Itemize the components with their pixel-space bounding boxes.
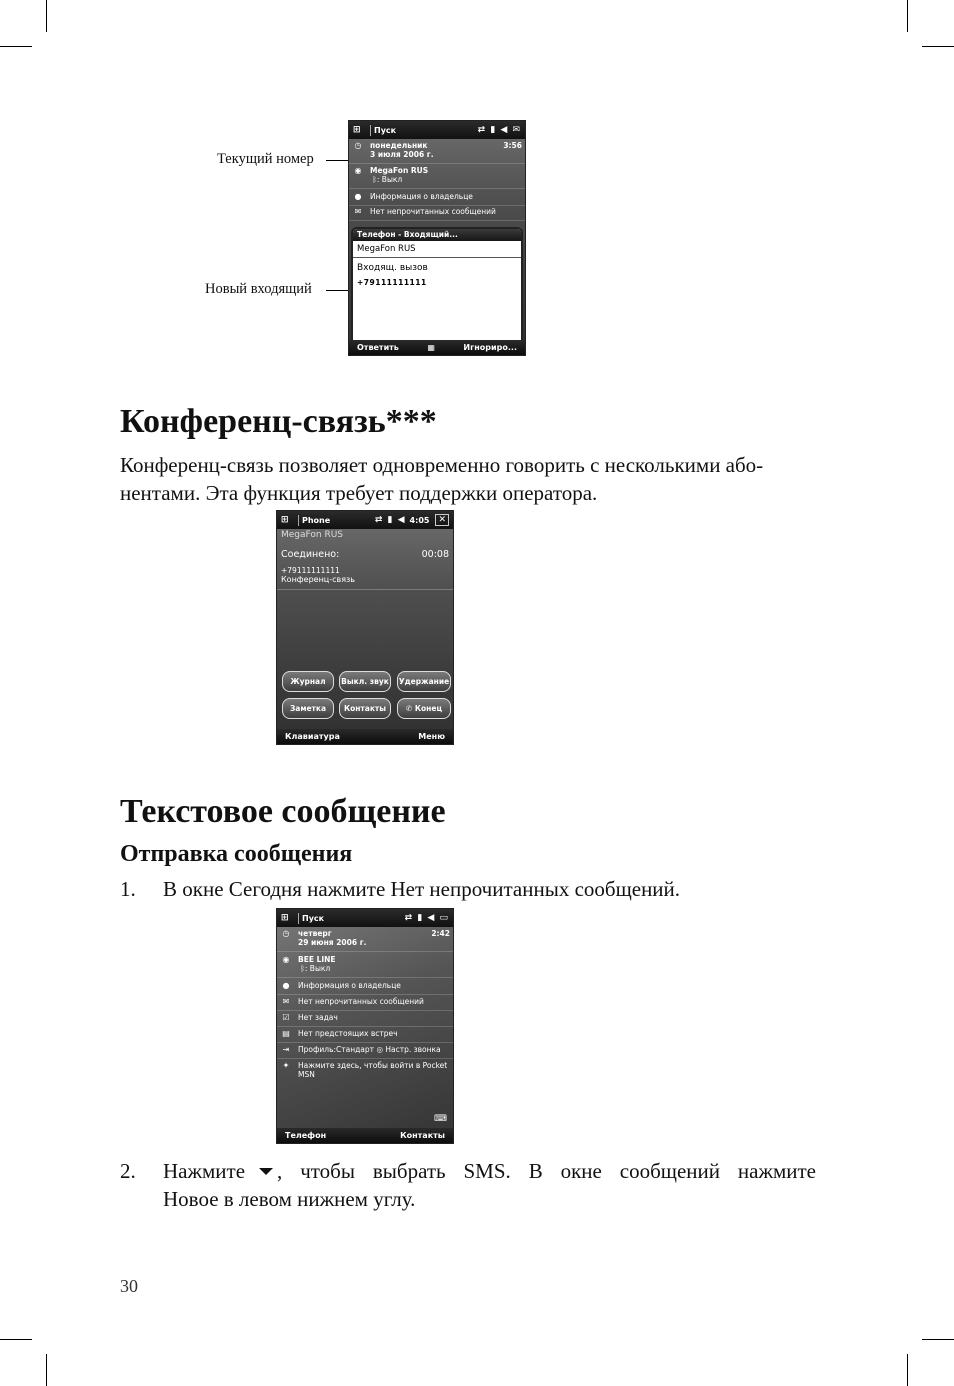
operator-label: BEE LINE (298, 955, 336, 964)
phone-topbar (277, 511, 453, 529)
owner-icon: ● (282, 981, 290, 990)
caller-number: +79111111111 (357, 278, 427, 287)
envelope-icon: ✉ (354, 207, 362, 216)
ring-settings-label: Настр. звонка (385, 1045, 441, 1054)
crop-mark (0, 46, 32, 47)
dialog-title: Телефон - Входящий... (353, 229, 521, 241)
keyboard-icon[interactable]: ⌨ (434, 1114, 447, 1124)
antenna-icon: ◉ (282, 955, 290, 964)
conference-paragraph-line: нентами. Эта функция требует поддержки оператора. (120, 481, 598, 505)
no-tasks-label: Нет задач (298, 1013, 338, 1022)
dialog-operator: MegaFon RUS (353, 241, 521, 258)
windows-logo-icon: ⊞ (281, 913, 289, 923)
profile-label: Профиль:Стандарт (298, 1045, 375, 1054)
start-menu-label[interactable]: Пуск (374, 125, 397, 135)
today-operator-row[interactable] (349, 166, 525, 189)
answer-softkey[interactable]: Ответить (357, 343, 399, 352)
conference-heading: Конференц-связь*** (120, 403, 437, 440)
text-message-heading: Текстовое сообщение (120, 793, 446, 830)
msn-butterfly-icon: ✦ (282, 1061, 290, 1070)
operator-label: MegaFon RUS (370, 166, 429, 175)
crop-mark (922, 1339, 954, 1340)
callout-leader (326, 160, 350, 161)
dropdown-arrow-icon (259, 1168, 273, 1175)
phone-softkey-bar (277, 729, 453, 744)
step-2-text (163, 1157, 816, 1213)
time-label: 2:42 (431, 929, 450, 938)
time-label: 3:56 (503, 141, 522, 150)
bluetooth-icon: ᛒ (300, 964, 305, 973)
mute-button[interactable]: Выкл. звук (339, 671, 391, 692)
hold-button[interactable]: Удержание (397, 671, 451, 692)
phone-softkey-bar (277, 1128, 453, 1143)
note-button[interactable]: Заметка (282, 698, 334, 719)
today-profile-row[interactable] (277, 1045, 453, 1059)
keypad-softkey[interactable]: Клавиатура (285, 732, 340, 741)
day-label: понедельник (370, 141, 428, 150)
date-label: 3 июля 2006 г. (370, 150, 434, 159)
today-msn-row[interactable] (277, 1061, 453, 1083)
callout-new-incoming: Новый входящий (205, 281, 312, 297)
connected-label: Соединено: (281, 549, 340, 560)
today-calendar-row[interactable] (277, 1029, 453, 1043)
divider (277, 589, 453, 590)
bt-status: : Выкл (376, 175, 403, 184)
calendar-icon: ▤ (282, 1029, 290, 1038)
end-call-button[interactable] (397, 698, 451, 719)
ignore-softkey[interactable]: Игнориро... (463, 343, 517, 352)
call-number: +79111111111 (281, 566, 340, 575)
date-label: 29 июня 2006 г. (298, 938, 367, 947)
today-operator-row[interactable] (277, 955, 453, 978)
crop-mark (0, 1339, 32, 1340)
windows-logo-icon: ⊞ (353, 125, 361, 135)
today-date-row[interactable] (349, 141, 525, 164)
incoming-call-label: Входящ. вызов (357, 263, 428, 273)
crop-mark (907, 1354, 908, 1386)
close-icon[interactable]: ✕ (435, 514, 449, 526)
status-icons: ⇄ ▮ ◀ ▭ (404, 913, 449, 923)
phone-topbar (349, 121, 525, 139)
time-label: 4:05 (409, 515, 430, 525)
owner-info-label: Информация о владельце (370, 192, 473, 201)
today-owner-row[interactable] (277, 981, 453, 995)
contacts-button[interactable]: Контакты (339, 698, 391, 719)
step-1-number: 1. (120, 877, 136, 901)
phone-screenshot-incoming (348, 120, 526, 356)
phone-screenshot-conference (276, 510, 454, 745)
checkbox-icon: ☑ (282, 1013, 290, 1022)
conference-paragraph (120, 451, 820, 507)
windows-logo-icon: ⊞ (281, 515, 289, 525)
phone-softkey[interactable]: Телефон (285, 1131, 327, 1140)
conference-paragraph-line: Конференц-связь позволяет одновременно говорить с несколькими або- (120, 453, 764, 477)
no-unread-label: Нет непрочитанных сообщений (298, 997, 424, 1006)
bt-status: : Выкл (304, 964, 331, 973)
phone-icon: ✆ (405, 704, 413, 713)
no-unread-label: Нет непрочитанных сообщений (370, 207, 496, 216)
envelope-icon: ✉ (282, 997, 290, 1006)
bluetooth-icon: ᛒ (372, 175, 377, 184)
phone-softkey-bar (349, 340, 525, 355)
operator-label: MegaFon RUS (281, 530, 344, 540)
menu-softkey[interactable]: Меню (418, 732, 445, 741)
step-2-line (163, 1157, 816, 1185)
crop-mark (922, 46, 954, 47)
status-icons: ⇄ ▮ ◀ ✉ (477, 125, 521, 135)
crop-mark (907, 0, 908, 32)
clock-icon: ◷ (282, 929, 290, 938)
phone-topbar (277, 909, 453, 927)
app-title: Phone (302, 515, 331, 525)
crop-mark (46, 0, 47, 32)
step-2-part: Нажмите (163, 1159, 246, 1183)
keyboard-icon[interactable]: ▦ (427, 343, 435, 352)
start-menu-label[interactable]: Пуск (302, 913, 325, 923)
profile-icon: ⇥ (282, 1045, 290, 1054)
clock-icon: ◷ (354, 141, 362, 150)
step-2-part: , чтобы выбрать SMS. В окне сообщений нажмите (277, 1159, 816, 1183)
ring-icon: ◎ (376, 1045, 383, 1054)
end-call-label: Конец (414, 704, 443, 713)
conference-label: Конференц-связь (281, 575, 356, 584)
phone-screenshot-today (276, 908, 454, 1144)
today-messages-row[interactable] (277, 997, 453, 1011)
crop-mark (46, 1354, 47, 1386)
status-icons: ⇄ ▮ ◀ (374, 515, 406, 525)
antenna-icon: ◉ (354, 166, 362, 175)
page-number: 30 (120, 1276, 138, 1296)
today-owner-row[interactable] (349, 192, 525, 206)
today-tasks-row[interactable] (277, 1013, 453, 1027)
contacts-softkey[interactable]: Контакты (400, 1131, 445, 1140)
send-message-subheading: Отправка сообщения (120, 841, 353, 867)
step-2-line: Новое в левом нижнем углу. (163, 1187, 416, 1211)
msn-label: Нажмите здесь, чтобы войти в Pocket MSN (298, 1061, 448, 1079)
step-1-text: В окне Сегодня нажмите Нет непрочитанных сообщений. (163, 877, 681, 901)
today-messages-row[interactable] (349, 207, 525, 221)
step-2-number: 2. (120, 1159, 136, 1183)
day-label: четверг (298, 929, 332, 938)
log-button[interactable]: Журнал (282, 671, 334, 692)
no-meetings-label: Нет предстоящих встреч (298, 1029, 398, 1038)
owner-icon: ● (354, 192, 362, 201)
callout-current-number: Текущий номер (217, 151, 314, 167)
today-date-row[interactable] (277, 929, 453, 952)
incoming-call-dialog (351, 227, 523, 343)
call-timer: 00:08 (421, 549, 449, 560)
owner-info-label: Информация о владельце (298, 981, 401, 990)
